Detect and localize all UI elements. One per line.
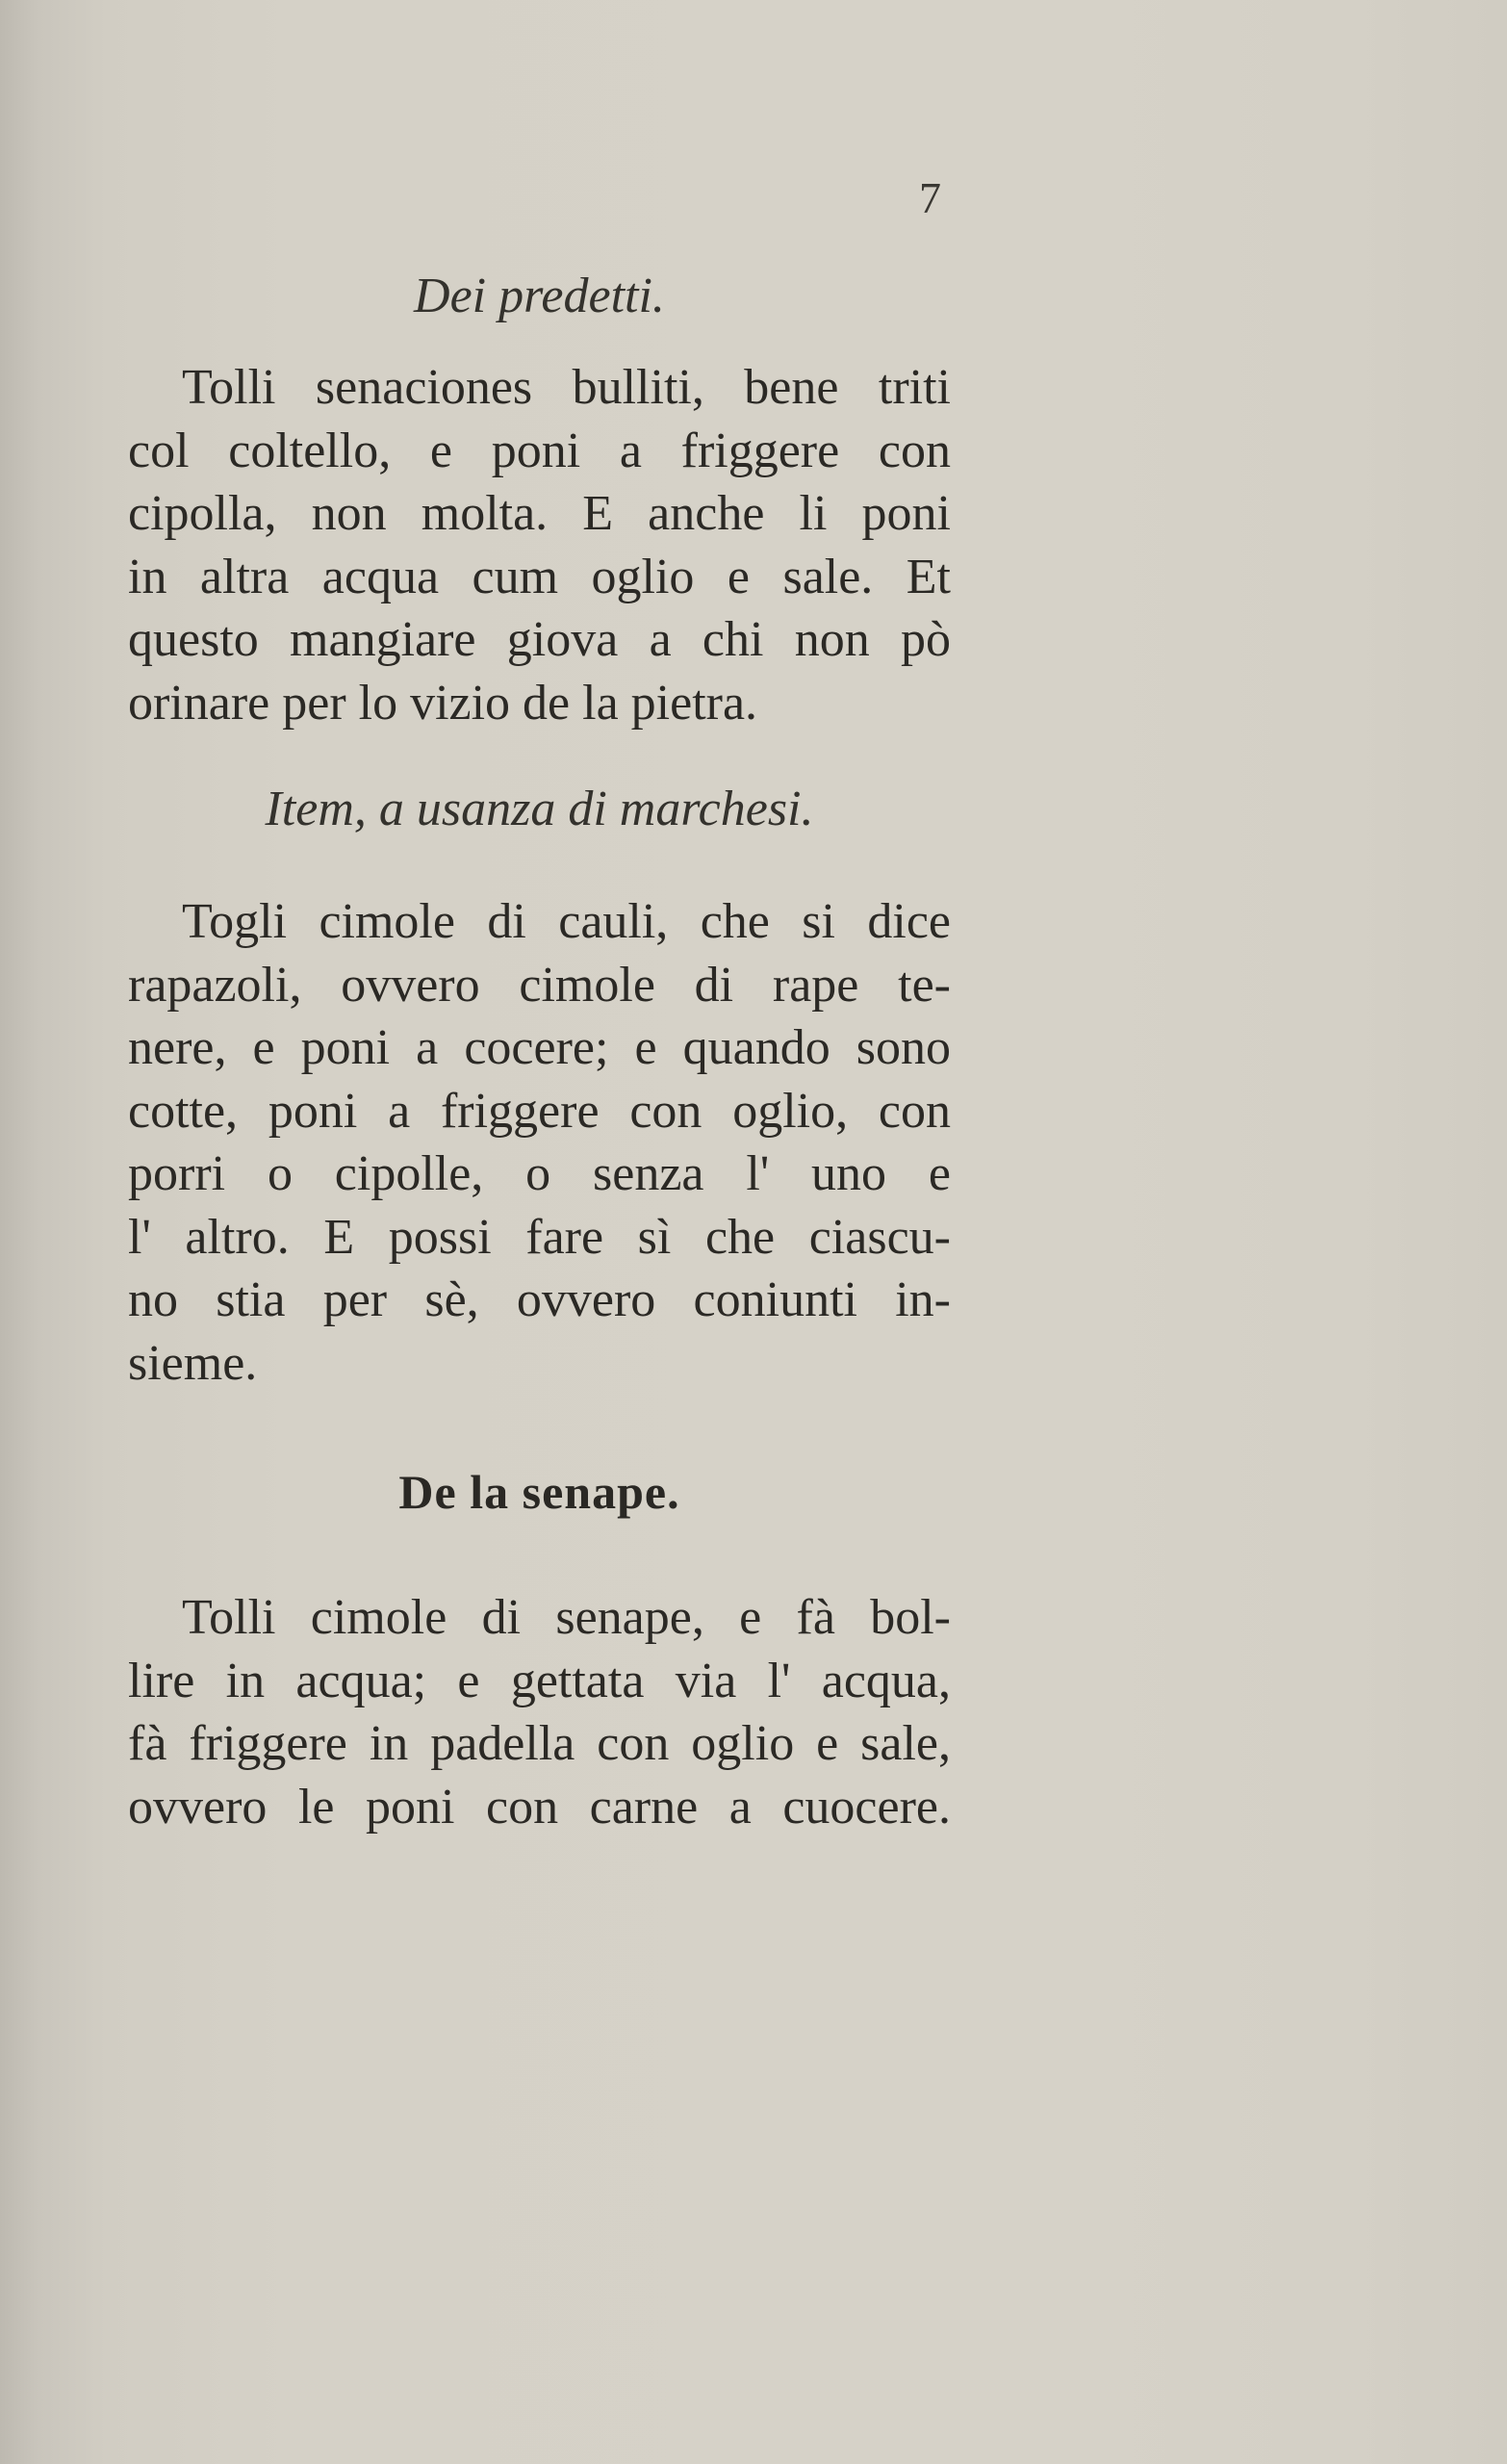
text-line: cotte, poni a friggere con oglio, con <box>128 1083 951 1139</box>
text-line: nere, e poni a cocere; e quando sono <box>128 1020 951 1075</box>
text-line: porri o cipolle, o senza l' uno e <box>128 1146 951 1201</box>
text-line: Tolli cimole di senape, e fà bol- <box>182 1590 951 1645</box>
section-title-de-la-senape: De la senape. <box>398 1465 680 1519</box>
text-line: fà friggere in padella con oglio e sale, <box>128 1716 951 1771</box>
paragraph-item-usanza-marchesi <box>128 890 951 1395</box>
paragraph-dei-predetti <box>128 356 951 734</box>
text-line: no stia per sè, ovvero coniunti in- <box>128 1272 951 1327</box>
text-line: Togli cimole di cauli, che si dice <box>182 894 951 949</box>
text-line: col coltello, e poni a friggere con <box>128 423 951 478</box>
page-number: 7 <box>919 173 941 222</box>
text-line: sieme. <box>128 1335 258 1391</box>
text-line: Tolli senaciones bulliti, bene triti <box>182 360 951 415</box>
text-line: cipolla, non molta. E anche li poni <box>128 486 951 541</box>
text-line: orinare per lo vizio de la pietra. <box>128 675 758 731</box>
section-title-item-usanza-marchesi: Item, a usanza di marchesi. <box>265 782 814 836</box>
text-line: ovvero le poni con carne a cuocere. <box>128 1779 951 1835</box>
text-line: lire in acqua; e gettata via l' acqua, <box>128 1653 951 1708</box>
text-line: rapazoli, ovvero cimole di rape te- <box>128 957 951 1013</box>
text-line: in altra acqua cum oglio e sale. Et <box>128 549 951 604</box>
paragraph-de-la-senape <box>128 1586 951 1838</box>
text-line: questo mangiare giova a chi non pò <box>128 612 951 667</box>
section-title-dei-predetti: Dei predetti. <box>414 269 665 323</box>
text-line: l' altro. E possi fare sì che ciascu- <box>128 1209 951 1265</box>
